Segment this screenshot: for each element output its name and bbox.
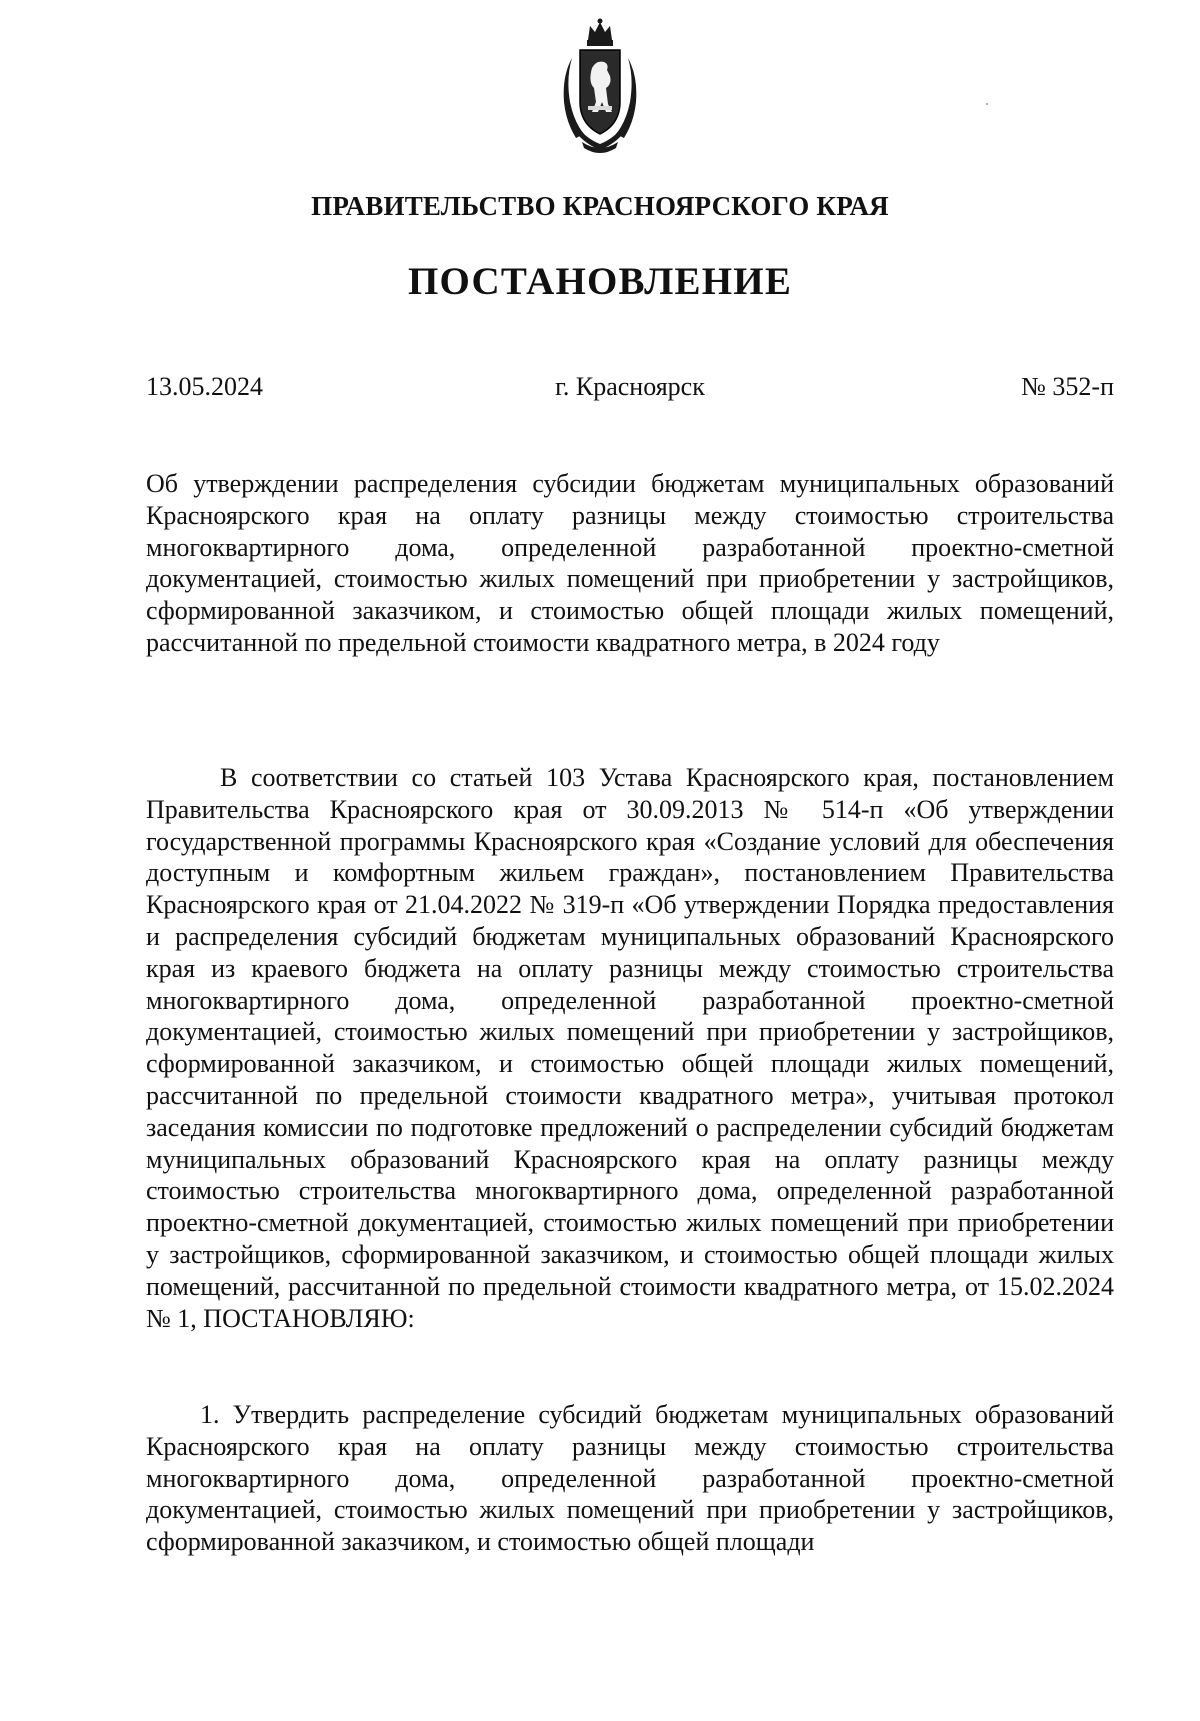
document-subject: Об утверждении распределения субсидии бюджетам муниципальных образований Красноярского края на оплату разницы между стоимостью строительства многоквартирного дома, определенной разработанной проектно-сметной документацией, стоимостью жилых помещений при приобретении у застройщиков, сформированной заказчиком, и стоимостью общей площади жилых помещений, рассчитанной по предельной стоимости квадратного метра, в 2024 году [146, 469, 1114, 657]
document-type-title: ПОСТАНОВЛЕНИЕ [407, 260, 793, 303]
government-title: ПРАВИТЕЛЬСТВО КРАСНОЯРСКОГО КРАЯ [311, 191, 889, 221]
document-number: № 352-п [1021, 372, 1114, 401]
scan-speck [986, 103, 988, 105]
document-city: г. Красноярск [555, 372, 705, 401]
document-meta-row [146, 370, 1114, 404]
item-1-paragraph: 1. Утвердить распределение субсидий бюджетам муниципальных образований Красноярского края на оплату разницы между стоимостью строительства многоквартирного дома, определенной разработанной проектно-сметной документацией, стоимостью жилых помещений при приобретении у застройщиков, сформированной заказчиком, и стоимостью общей площади [146, 1400, 1114, 1557]
document-date: 13.05.2024 [146, 372, 263, 401]
preamble-paragraph: В соответствии со статьей 103 Устава Красноярского края, постановлением Правительства Красноярского края от 30.09.2013 № 514-п «Об утверждении государственной программы Красноярского края «Создание условий для обеспечения доступным и комфортным жильем граждан», постановлением Правительства Красноярского края от 21.04.2022 № 319-п «Об утверждении Порядка предоставления и распределения субсидий бюджетам муниципальных образований Красноярского края из краевого бюджета на оплату разницы между стоимостью строительства многоквартирного дома, определенной разработанной проектно-сметной документацией, стоимостью жилых помещений при приобретении у застройщиков, сформированной заказчиком, и стоимостью общей площади жилых помещений, рассчитанной по предельной стоимости квадратного метра», учитывая протокол заседания комиссии по подготовке предложений о распределении субсидий бюджетам муниципальных образований Красноярского края на оплату разницы между стоимостью строительства многоквартирного дома, определенной разработанной проектно-сметной документацией, стоимостью жилых помещений при приобретении у застройщиков, сформированной заказчиком, и стоимостью общей площади жилых помещений, рассчитанной по предельной стоимости квадратного метра, от 15.02.2024 № 1, ПОСТАНОВЛЯЮ: [146, 763, 1114, 1333]
coat-of-arms-icon [562, 18, 638, 156]
